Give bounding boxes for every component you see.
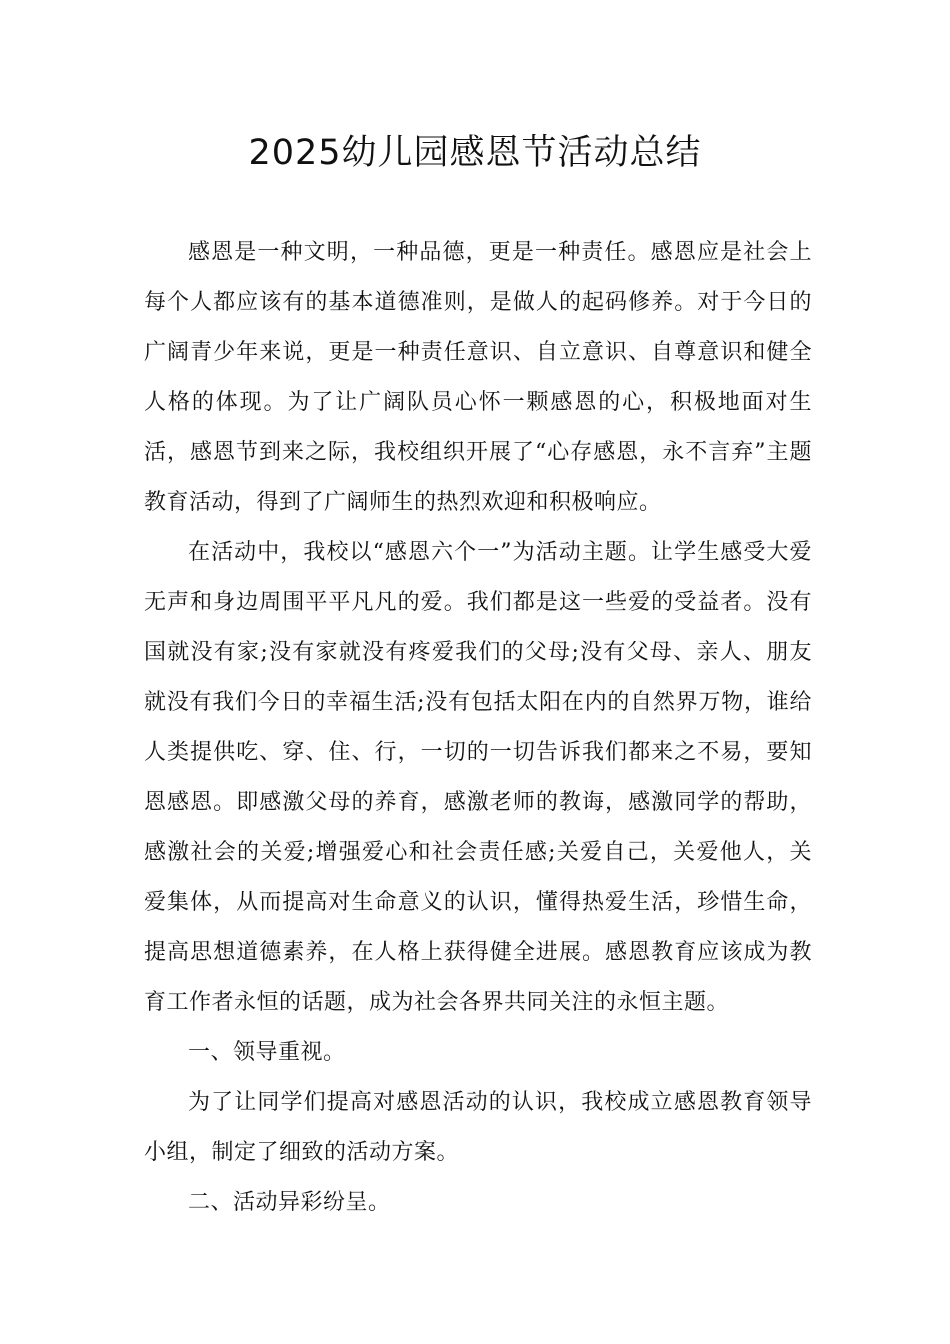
paragraph-activity-theme: 在活动中，我校以“感恩六个一”为活动主题。让学生感受大爱无声和身边周围平平凡凡的爱。我们都是这一些爱的受益者。没有国就没有家;没有家就没有疼爱我们的父母;没有父母、亲人、朋友就没有我们今日的幸福生活;没有包括太阳在内的自然界万物，谁给人类提供吃、穿、住、行，一切的一切告诉我们都来之不易，要知恩感恩。即感激父母的养育，感激老师的教诲，感激同学的帮助，感激社会的关爱;增强爱心和社会责任感;关爱自己，关爱他人，关爱集体，从而提高对生命意义的认识，懂得热爱生活，珍惜生命，提高思想道德素养，在人格上获得健全进展。感恩教育应该成为教育工作者永恒的话题，成为社会各界共同关注的永恒主题。 xyxy=(144,540,812,1015)
paragraph-intro: 感恩是一种文明，一种品德，更是一种责任。感恩应是社会上每个人都应该有的基本道德准则，是做人的起码修养。对于今日的广阔青少年来说，更是一种责任意识、自立意识、自尊意识和健全人格的体现。为了让广阔队员心怀一颗感恩的心，积极地面对生活，感恩节到来之际，我校组织开展了“心存感恩，永不言弃”主题教育活动，得到了广阔师生的热烈欢迎和积极响应。 xyxy=(144,240,812,515)
paragraph-leadership: 为了让同学们提高对感恩活动的认识，我校成立感恩教育领导小组，制定了细致的活动方案。 xyxy=(144,1090,812,1165)
section-heading-activities: 二、活动异彩纷呈。 xyxy=(188,1190,391,1215)
document-body xyxy=(144,228,812,1228)
section-heading-leadership: 一、领导重视。 xyxy=(188,1040,346,1065)
document-title: 2025幼儿园感恩节活动总结 xyxy=(248,133,702,173)
